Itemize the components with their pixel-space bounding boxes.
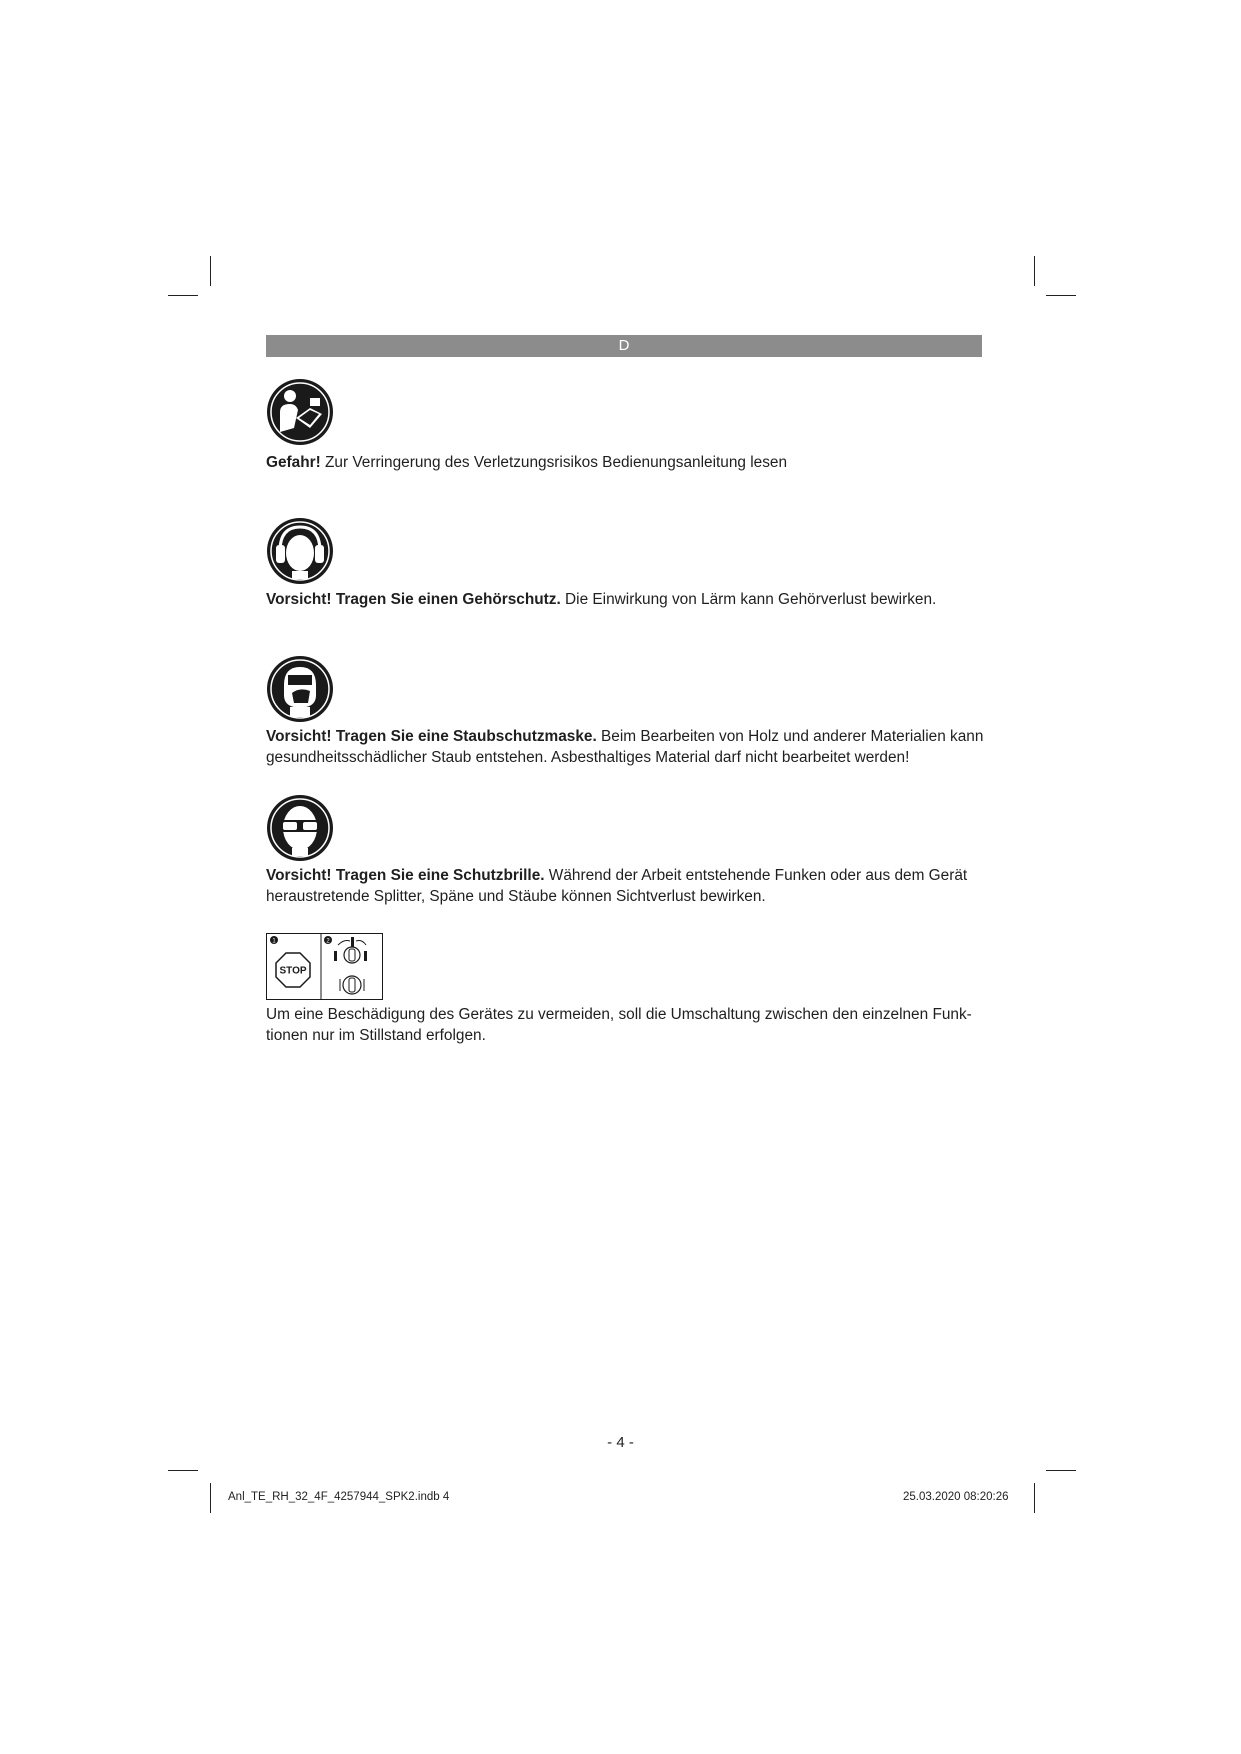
crop-mark: [168, 1470, 198, 1471]
page-number: - 4 -: [607, 1434, 634, 1451]
footer-timestamp: 25.03.2020 08:20:26: [903, 1491, 1009, 1503]
ear-protection-icon: [266, 517, 334, 585]
footer-file-name: Anl_TE_RH_32_4F_4257944_SPK2.indb 4: [228, 1491, 450, 1503]
warning-description: Beim Bearbeiten von Holz und anderer Materialien kann gesundheitsschädlicher Staub entstehen. Asbesthaltiges Material darf nicht bearbeitet werden!: [266, 728, 984, 766]
step-number: 1: [272, 938, 276, 945]
crop-mark: [1034, 256, 1035, 286]
warning-description: Zur Verringerung des Verletzungsrisikos Bedienungsanleitung lesen: [320, 454, 788, 471]
section-text: [266, 453, 986, 474]
step-number: 2: [326, 938, 330, 945]
crop-mark: [1034, 1483, 1035, 1513]
dust-mask-icon: [266, 655, 334, 723]
crop-mark: [210, 1483, 211, 1513]
section-text: [266, 866, 986, 907]
safety-goggles-icon: [266, 794, 334, 862]
warning-label: Gefahr!: [266, 454, 321, 471]
language-code: D: [618, 337, 630, 354]
stop-label: STOP: [279, 965, 307, 977]
crop-mark: [1046, 295, 1076, 296]
warning-label: Vorsicht! Tragen Sie einen Gehörschutz.: [266, 591, 561, 608]
section-text: [266, 590, 986, 611]
warning-description: Um eine Beschädigung des Gerätes zu vermeiden, soll die Umschaltung zwischen den einzelnen Funk-tionen nur im Stillstand erfolgen.: [266, 1006, 972, 1044]
warning-description: Die Einwirkung von Lärm kann Gehörverlust bewirken.: [560, 591, 937, 608]
stop-switch-icon: [266, 933, 383, 1000]
warning-description: Während der Arbeit entstehende Funken oder aus dem Gerät heraustretende Splitter, Späne und Stäube können Sichtverlust bewirken.: [266, 867, 968, 905]
language-header-bar: [266, 335, 982, 357]
crop-mark: [210, 256, 211, 286]
read-manual-icon: [266, 378, 334, 446]
crop-mark: [1046, 1470, 1076, 1471]
section-text: [266, 1005, 986, 1046]
warning-label: Vorsicht! Tragen Sie eine Schutzbrille.: [266, 867, 545, 884]
section-text: [266, 727, 986, 768]
warning-label: Vorsicht! Tragen Sie eine Staubschutzmaske.: [266, 728, 597, 745]
crop-mark: [168, 295, 198, 296]
